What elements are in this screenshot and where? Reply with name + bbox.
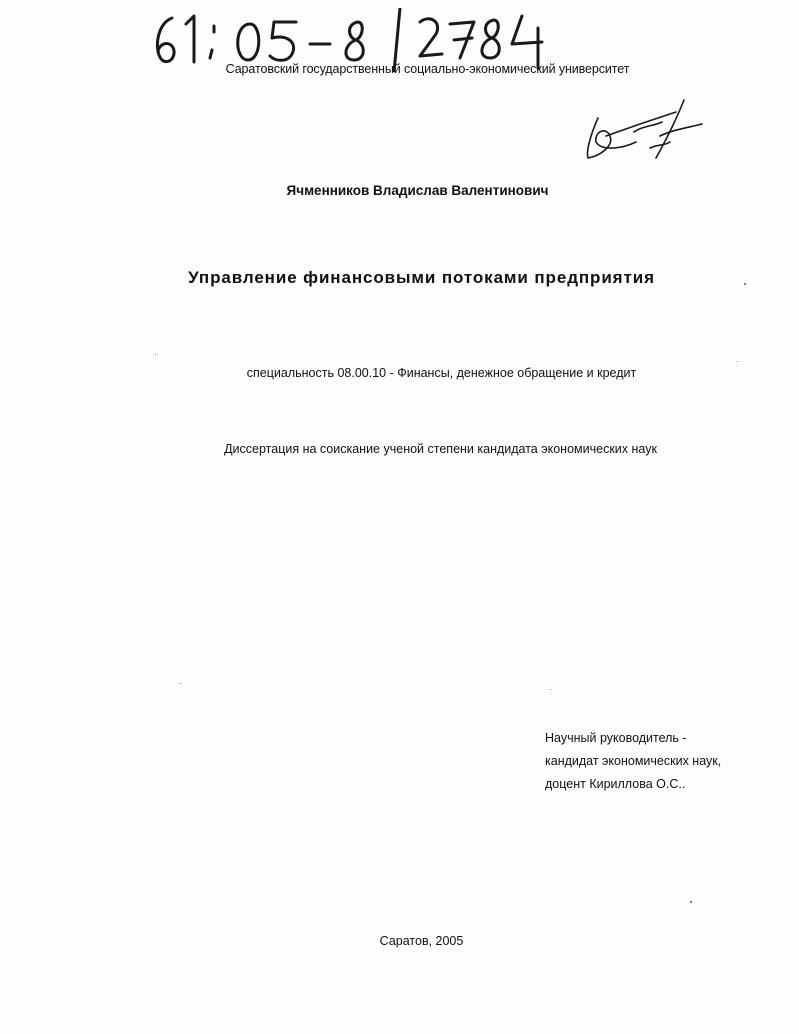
supervisor-block	[545, 727, 721, 796]
author-name: Ячменников Владислав Валентинович	[286, 183, 549, 198]
specialty-line: специальность 08.00.10 - Финансы, денежное обращение и кредит	[246, 366, 637, 380]
dissertation-title: Управление финансовыми потоками предприятия	[188, 268, 655, 287]
scan-speck	[550, 689, 551, 690]
scan-speck	[744, 283, 746, 285]
signature	[580, 96, 705, 166]
supervisor-role: Научный руководитель -	[545, 731, 687, 745]
scan-speck	[155, 354, 156, 355]
scan-speck	[690, 901, 692, 903]
supervisor-name: доцент Кириллова О.С..	[545, 777, 686, 791]
city-year: Саратов, 2005	[379, 934, 464, 948]
scan-speck	[737, 361, 738, 362]
scan-speck	[180, 683, 181, 684]
university-name: Саратовский государственный социально-экономический университет	[225, 62, 630, 76]
degree-line: Диссертация на соискание ученой степени кандидата экономических наук	[224, 442, 657, 456]
supervisor-degree: кандидат экономических наук,	[545, 754, 722, 768]
